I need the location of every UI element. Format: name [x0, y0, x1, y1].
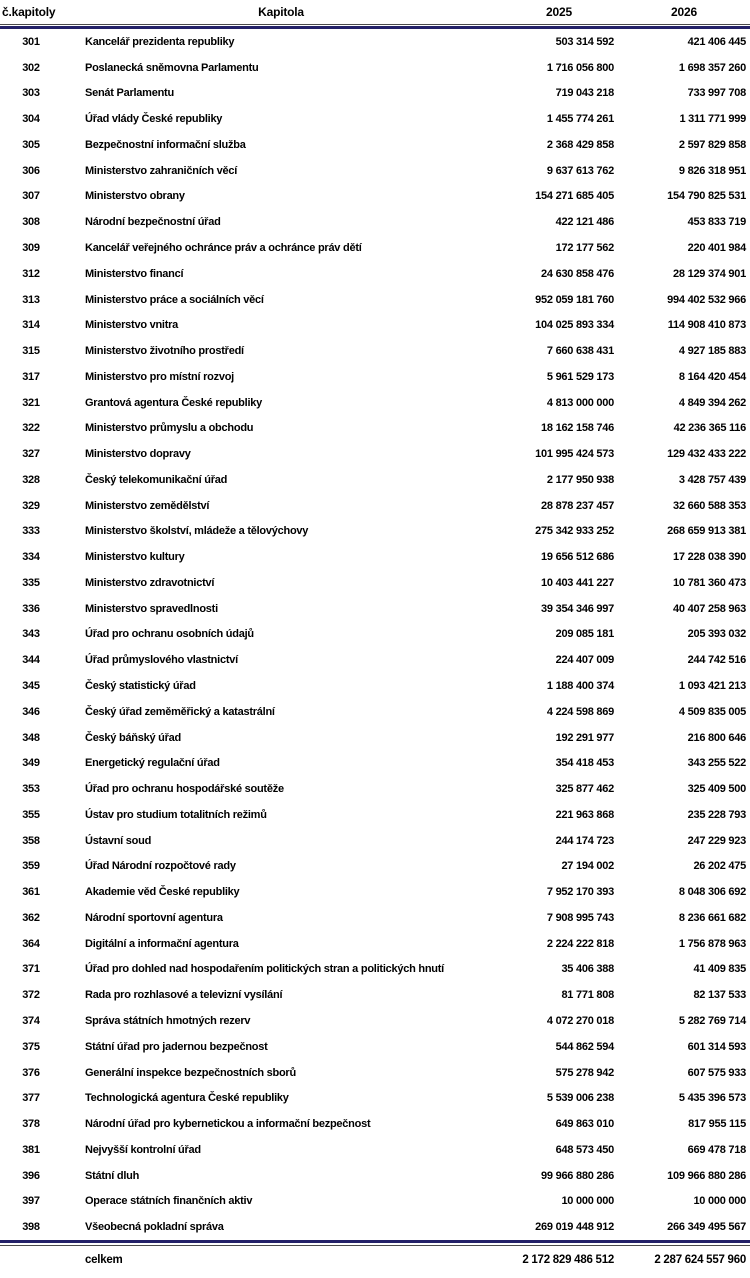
footer-total-2025: 2 172 829 486 512: [522, 1253, 614, 1266]
table-row: [0, 1034, 750, 1060]
chapter-number-cell: 398: [22, 1221, 40, 1234]
table-row: [0, 81, 750, 107]
chapter-number-cell: 309: [22, 242, 40, 254]
value-2026-cell: 28 129 374 901: [673, 267, 746, 280]
table-row: [0, 673, 750, 699]
chapter-name-cell: Národní sportovní agentura: [85, 911, 223, 924]
chapter-number-cell: 376: [22, 1066, 40, 1079]
value-2025-cell: 209 085 181: [555, 628, 614, 641]
value-2026-cell: 9 826 318 951: [678, 164, 746, 177]
value-2026-cell: 453 833 719: [687, 216, 746, 229]
value-2026-cell: 244 742 516: [687, 654, 746, 667]
chapter-number-cell: 314: [22, 319, 40, 332]
chapter-name-cell: Úřad pro ochranu osobních údajů: [85, 628, 254, 641]
value-2025-cell: 1 188 400 374: [546, 680, 614, 693]
value-2025-cell: 104 025 893 334: [535, 319, 614, 332]
chapter-number-cell: 348: [22, 731, 40, 744]
chapter-name-cell: Ministerstvo životního prostředí: [85, 345, 244, 358]
table-row: [0, 802, 750, 828]
chapter-name-cell: Kancelář prezidenta republiky: [85, 35, 235, 48]
footer-total-2026: 2 287 624 557 960: [654, 1253, 746, 1266]
value-2025-cell: 354 418 453: [555, 757, 614, 770]
table-row: [0, 338, 750, 364]
chapter-number-cell: 396: [22, 1169, 40, 1182]
value-2026-cell: 40 407 258 963: [673, 602, 746, 615]
value-2025-cell: 28 878 237 457: [541, 499, 614, 512]
chapter-name-cell: Operace státních finančních aktiv: [85, 1195, 253, 1208]
value-2025-cell: 4 224 598 869: [546, 705, 614, 718]
value-2025-cell: 18 162 158 746: [541, 422, 614, 435]
value-2026-cell: 26 202 475: [693, 860, 746, 873]
header-chapter-number: č.kapitoly: [2, 5, 56, 19]
table-footer-row: [0, 1246, 750, 1274]
chapter-number-cell: 301: [22, 35, 40, 48]
table-row: [0, 1060, 750, 1086]
header-chapter-name: Kapitola: [258, 5, 304, 19]
value-2025-cell: 7 660 638 431: [546, 345, 614, 358]
table-row: [0, 261, 750, 287]
value-2026-cell: 8 236 661 682: [678, 911, 746, 924]
value-2025-cell: 221 963 868: [555, 808, 614, 821]
chapter-number-cell: 307: [22, 190, 40, 203]
header-year-2026: 2026: [671, 5, 697, 19]
chapter-number-cell: 358: [22, 834, 40, 847]
chapter-name-cell: Ministerstvo školství, mládeže a tělovýchovy: [85, 525, 309, 538]
table-row: [0, 106, 750, 132]
table-row: [0, 312, 750, 338]
chapter-number-cell: 361: [22, 886, 40, 899]
value-2025-cell: 1 716 056 800: [546, 61, 614, 74]
table-row: [0, 1111, 750, 1137]
value-2026-cell: 4 509 835 005: [678, 705, 746, 718]
table-body: [0, 29, 750, 1240]
chapter-number-cell: 306: [22, 164, 40, 177]
table-row: [0, 776, 750, 802]
table-row: [0, 647, 750, 673]
value-2025-cell: 4 813 000 000: [546, 396, 614, 409]
value-2025-cell: 648 573 450: [555, 1143, 614, 1156]
value-2026-cell: 235 228 793: [687, 808, 746, 821]
chapter-number-cell: 308: [22, 216, 40, 229]
table-row: [0, 209, 750, 235]
chapter-number-cell: 353: [22, 783, 40, 796]
value-2026-cell: 8 048 306 692: [678, 886, 746, 899]
chapter-name-cell: Digitální a informační agentura: [85, 937, 239, 950]
value-2025-cell: 5 539 006 238: [546, 1092, 614, 1105]
table-row: [0, 1163, 750, 1189]
chapter-name-cell: Generální inspekce bezpečnostních sborů: [85, 1066, 296, 1079]
chapter-name-cell: Senát Parlamentu: [85, 87, 174, 100]
value-2025-cell: 4 072 270 018: [546, 1014, 614, 1027]
table-row: [0, 287, 750, 313]
chapter-name-cell: Ministerstvo průmyslu a obchodu: [85, 422, 254, 435]
value-2026-cell: 220 401 984: [687, 242, 746, 254]
value-2025-cell: 27 194 002: [561, 860, 614, 873]
chapter-number-cell: 343: [22, 628, 40, 641]
chapter-number-cell: 346: [22, 705, 40, 718]
chapter-name-cell: Státní úřad pro jadernou bezpečnost: [85, 1040, 268, 1053]
chapter-name-cell: Ministerstvo zahraničních věcí: [85, 164, 238, 177]
table-row: [0, 158, 750, 184]
table-row: [0, 725, 750, 751]
chapter-name-cell: Energetický regulační úřad: [85, 757, 220, 770]
value-2025-cell: 10 000 000: [561, 1195, 614, 1208]
chapter-number-cell: 335: [22, 576, 40, 589]
chapter-name-cell: Akademie věd České republiky: [85, 886, 240, 899]
value-2026-cell: 17 228 038 390: [673, 551, 746, 564]
value-2025-cell: 224 407 009: [555, 654, 614, 667]
chapter-name-cell: Státní dluh: [85, 1169, 140, 1182]
table-row: [0, 879, 750, 905]
chapter-name-cell: Úřad pro ochranu hospodářské soutěže: [85, 783, 284, 796]
value-2026-cell: 325 409 500: [687, 783, 746, 796]
chapter-name-cell: Ústav pro studium totalitních režimů: [85, 808, 267, 821]
table-row: [0, 441, 750, 467]
chapter-name-cell: Správa státních hmotných rezerv: [85, 1014, 251, 1027]
table-row: [0, 55, 750, 81]
value-2025-cell: 2 177 950 938: [546, 473, 614, 486]
value-2025-cell: 2 224 222 818: [546, 937, 614, 950]
value-2026-cell: 8 164 420 454: [678, 370, 746, 383]
chapter-number-cell: 377: [22, 1092, 40, 1105]
chapter-number-cell: 304: [22, 113, 40, 126]
chapter-name-cell: Technologická agentura České republiky: [85, 1092, 289, 1105]
chapter-name-cell: Úřad pro dohled nad hospodařením politických stran a politických hnutí: [85, 963, 444, 976]
table-row: [0, 493, 750, 519]
chapter-number-cell: 303: [22, 87, 40, 100]
value-2025-cell: 422 121 486: [555, 216, 614, 229]
table-header-row: [0, 0, 750, 24]
value-2026-cell: 5 435 396 573: [678, 1092, 746, 1105]
table-row: [0, 854, 750, 880]
value-2025-cell: 269 019 448 912: [535, 1221, 614, 1234]
value-2025-cell: 244 174 723: [555, 834, 614, 847]
chapter-number-cell: 322: [22, 422, 40, 435]
value-2026-cell: 421 406 445: [687, 35, 746, 48]
table-row: [0, 415, 750, 441]
chapter-name-cell: Grantová agentura České republiky: [85, 396, 262, 409]
table-row: [0, 622, 750, 648]
value-2025-cell: 2 368 429 858: [546, 138, 614, 151]
value-2026-cell: 817 955 115: [688, 1118, 746, 1131]
value-2026-cell: 1 698 357 260: [678, 61, 746, 74]
table-row: [0, 1188, 750, 1214]
table-row: [0, 1214, 750, 1240]
value-2025-cell: 24 630 858 476: [541, 267, 614, 280]
value-2026-cell: 3 428 757 439: [678, 473, 746, 486]
chapter-name-cell: Ministerstvo práce a sociálních věcí: [85, 293, 264, 306]
value-2026-cell: 4 927 185 883: [678, 345, 746, 358]
chapter-number-cell: 305: [22, 138, 40, 151]
chapter-number-cell: 362: [22, 911, 40, 924]
chapter-name-cell: Ministerstvo obrany: [85, 190, 185, 203]
table-row: [0, 544, 750, 570]
value-2026-cell: 216 800 646: [687, 731, 746, 744]
chapter-name-cell: Bezpečnostní informační služba: [85, 138, 246, 151]
value-2025-cell: 9 637 613 762: [546, 164, 614, 177]
value-2025-cell: 172 177 562: [555, 242, 614, 254]
chapter-name-cell: Ministerstvo kultury: [85, 551, 185, 564]
value-2025-cell: 503 314 592: [555, 35, 614, 48]
table-row: [0, 1008, 750, 1034]
value-2026-cell: 109 966 880 286: [667, 1169, 746, 1182]
value-2025-cell: 192 291 977: [555, 731, 614, 744]
value-2026-cell: 669 478 718: [687, 1143, 746, 1156]
value-2026-cell: 32 660 588 353: [673, 499, 746, 512]
table-row: [0, 184, 750, 210]
value-2025-cell: 952 059 181 760: [535, 293, 614, 306]
value-2026-cell: 41 409 835: [693, 963, 746, 976]
chapter-name-cell: Národní bezpečnostní úřad: [85, 216, 221, 229]
chapter-number-cell: 302: [22, 61, 40, 74]
chapter-number-cell: 359: [22, 860, 40, 873]
value-2025-cell: 7 908 995 743: [546, 911, 614, 924]
chapter-number-cell: 312: [22, 267, 40, 280]
value-2025-cell: 275 342 933 252: [535, 525, 614, 538]
table-row: [0, 596, 750, 622]
value-2026-cell: 205 393 032: [687, 628, 746, 641]
chapter-number-cell: 344: [22, 654, 40, 667]
table-row: [0, 570, 750, 596]
chapter-number-cell: 378: [22, 1118, 40, 1131]
value-2026-cell: 1 093 421 213: [678, 680, 746, 693]
value-2026-cell: 42 236 365 116: [673, 422, 746, 435]
chapter-number-cell: 371: [22, 963, 40, 976]
chapter-name-cell: Poslanecká sněmovna Parlamentu: [85, 61, 259, 74]
value-2026-cell: 994 402 532 966: [667, 293, 746, 306]
chapter-name-cell: Český úřad zeměměřický a katastrální: [85, 705, 275, 718]
chapter-name-cell: Český báňský úřad: [85, 731, 182, 744]
chapter-number-cell: 333: [22, 525, 40, 538]
chapter-number-cell: 375: [22, 1040, 40, 1053]
table-row: [0, 390, 750, 416]
table-row: [0, 982, 750, 1008]
table-row: [0, 364, 750, 390]
table-row: [0, 1137, 750, 1163]
chapter-number-cell: 327: [22, 448, 40, 461]
value-2026-cell: 4 849 394 262: [678, 396, 746, 409]
footer-total-label: celkem: [85, 1253, 123, 1266]
value-2025-cell: 99 966 880 286: [541, 1169, 614, 1182]
chapter-number-cell: 381: [22, 1143, 40, 1156]
value-2026-cell: 154 790 825 531: [667, 190, 746, 203]
value-2025-cell: 35 406 388: [561, 963, 614, 976]
chapter-number-cell: 321: [22, 396, 40, 409]
chapter-number-cell: 374: [22, 1014, 40, 1027]
chapter-number-cell: 372: [22, 989, 40, 1002]
chapter-number-cell: 349: [22, 757, 40, 770]
chapter-name-cell: Úřad Národní rozpočtové rady: [85, 860, 236, 873]
chapter-name-cell: Ústavní soud: [85, 834, 152, 847]
chapter-name-cell: Všeobecná pokladní správa: [85, 1221, 224, 1234]
chapter-name-cell: Ministerstvo financí: [85, 267, 184, 280]
table-row: [0, 467, 750, 493]
value-2025-cell: 1 455 774 261: [546, 113, 614, 126]
value-2025-cell: 19 656 512 686: [541, 551, 614, 564]
value-2026-cell: 5 282 769 714: [678, 1014, 746, 1027]
chapter-name-cell: Český statistický úřad: [85, 680, 196, 693]
value-2025-cell: 10 403 441 227: [541, 576, 614, 589]
chapter-name-cell: Nejvyšší kontrolní úřad: [85, 1143, 201, 1156]
value-2025-cell: 719 043 218: [555, 87, 614, 100]
value-2026-cell: 114 908 410 873: [667, 319, 746, 332]
chapter-name-cell: Úřad vlády České republiky: [85, 113, 223, 126]
table-row: [0, 519, 750, 545]
chapter-name-cell: Ministerstvo spravedlnosti: [85, 602, 218, 615]
chapter-name-cell: Český telekomunikační úřad: [85, 473, 228, 486]
header-year-2025: 2025: [546, 5, 572, 19]
table-row: [0, 750, 750, 776]
value-2025-cell: 101 995 424 573: [535, 448, 614, 461]
value-2025-cell: 154 271 685 405: [535, 190, 614, 203]
value-2026-cell: 247 229 923: [687, 834, 746, 847]
chapter-number-cell: 397: [22, 1195, 40, 1208]
chapter-name-cell: Ministerstvo vnitra: [85, 319, 179, 332]
value-2026-cell: 10 000 000: [693, 1195, 746, 1208]
table-row: [0, 235, 750, 261]
chapter-number-cell: 313: [22, 293, 40, 306]
chapter-name-cell: Kancelář veřejného ochránce práv a ochránce práv dětí: [85, 242, 362, 254]
table-row: [0, 132, 750, 158]
value-2026-cell: 733 997 708: [687, 87, 746, 100]
value-2026-cell: 601 314 593: [687, 1040, 746, 1053]
table-row: [0, 29, 750, 55]
value-2026-cell: 343 255 522: [687, 757, 746, 770]
chapter-name-cell: Rada pro rozhlasové a televizní vysílání: [85, 989, 283, 1002]
value-2025-cell: 7 952 170 393: [546, 886, 614, 899]
value-2026-cell: 2 597 829 858: [678, 138, 746, 151]
chapter-number-cell: 328: [22, 473, 40, 486]
value-2026-cell: 82 137 533: [693, 989, 746, 1002]
value-2025-cell: 81 771 808: [561, 989, 614, 1002]
chapter-name-cell: Ministerstvo dopravy: [85, 448, 191, 461]
chapter-name-cell: Ministerstvo pro místní rozvoj: [85, 370, 234, 383]
value-2025-cell: 325 877 462: [555, 783, 614, 796]
chapter-number-cell: 345: [22, 680, 40, 693]
table-row: [0, 957, 750, 983]
value-2025-cell: 575 278 942: [555, 1066, 614, 1079]
table-row: [0, 1085, 750, 1111]
value-2025-cell: 39 354 346 997: [541, 602, 614, 615]
chapter-name-cell: Úřad průmyslového vlastnictví: [85, 654, 238, 667]
chapter-name-cell: Národní úřad pro kybernetickou a informační bezpečnost: [85, 1118, 371, 1131]
value-2025-cell: 649 863 010: [555, 1118, 614, 1131]
chapter-number-cell: 355: [22, 808, 40, 821]
value-2026-cell: 1 756 878 963: [678, 937, 746, 950]
chapter-number-cell: 336: [22, 602, 40, 615]
value-2026-cell: 10 781 360 473: [673, 576, 746, 589]
value-2026-cell: 607 575 933: [687, 1066, 746, 1079]
value-2026-cell: 129 432 433 222: [667, 448, 746, 461]
chapter-number-cell: 317: [22, 370, 40, 383]
table-row: [0, 931, 750, 957]
table-row: [0, 905, 750, 931]
value-2025-cell: 5 961 529 173: [546, 370, 614, 383]
chapter-name-cell: Ministerstvo zdravotnictví: [85, 576, 215, 589]
chapter-number-cell: 329: [22, 499, 40, 512]
value-2025-cell: 544 862 594: [555, 1040, 614, 1053]
chapter-number-cell: 364: [22, 937, 40, 950]
value-2026-cell: 1 311 771 999: [679, 113, 746, 126]
value-2026-cell: 268 659 913 381: [667, 525, 746, 538]
chapter-number-cell: 315: [22, 345, 40, 358]
chapter-name-cell: Ministerstvo zemědělství: [85, 499, 210, 512]
table-row: [0, 699, 750, 725]
chapter-number-cell: 334: [22, 551, 40, 564]
table-row: [0, 828, 750, 854]
value-2026-cell: 266 349 495 567: [667, 1221, 746, 1234]
